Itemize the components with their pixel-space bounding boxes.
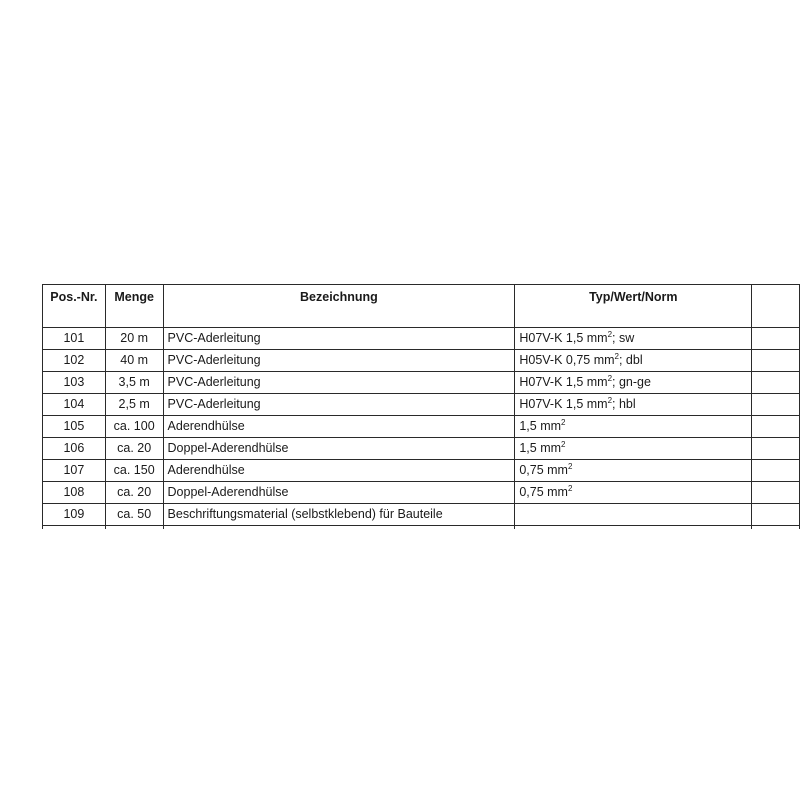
typ-text: H07V-K 1,5 mm <box>519 375 608 389</box>
cell-typ-wert-norm <box>515 438 752 460</box>
cell-menge: ca. 20 <box>105 482 163 504</box>
cell-extra <box>752 460 800 482</box>
cell-pos-nr: 109 <box>43 504 106 526</box>
cell-menge: 20 m <box>105 328 163 350</box>
typ-suffix: ; dbl <box>618 353 643 367</box>
table-row <box>43 394 800 416</box>
cell-typ-wert-norm <box>515 460 752 482</box>
header-menge: Menge <box>105 285 163 328</box>
cell-bezeichnung: PVC-Aderleitung <box>163 350 515 372</box>
cell-typ-wert-norm <box>515 328 752 350</box>
table-row <box>43 438 800 460</box>
cell-pos-nr: 107 <box>43 460 106 482</box>
header-typ-wert-norm: Typ/Wert/Norm <box>515 285 752 328</box>
cell-menge: 3,5 m <box>105 372 163 394</box>
parts-list-clip <box>42 284 800 529</box>
cell-menge <box>105 526 163 530</box>
typ-suffix: ; hbl <box>612 397 636 411</box>
typ-superscript: 2 <box>567 484 573 493</box>
cell-extra <box>752 416 800 438</box>
header-row <box>43 285 800 328</box>
cell-extra <box>752 350 800 372</box>
table-body <box>43 328 800 530</box>
table-row <box>43 350 800 372</box>
cell-bezeichnung <box>163 526 515 530</box>
cell-bezeichnung: Doppel-Aderendhülse <box>163 482 515 504</box>
typ-text: 1,5 mm <box>519 441 562 455</box>
typ-superscript: 2 <box>561 440 566 449</box>
cell-typ-wert-norm <box>515 372 752 394</box>
cell-extra <box>752 394 800 416</box>
cell-extra <box>752 526 800 530</box>
cell-extra <box>752 504 800 526</box>
table-row <box>43 526 800 530</box>
table-row <box>43 504 800 526</box>
typ-superscript: 2 <box>607 374 613 383</box>
cell-menge: 2,5 m <box>105 394 163 416</box>
typ-text: H05V-K 0,75 mm <box>519 353 615 367</box>
cell-menge: ca. 150 <box>105 460 163 482</box>
cell-menge: ca. 50 <box>105 504 163 526</box>
cell-bezeichnung: PVC-Aderleitung <box>163 328 515 350</box>
cell-menge: 40 m <box>105 350 163 372</box>
typ-text: 1,5 mm <box>519 419 562 433</box>
table-row <box>43 482 800 504</box>
typ-text: H07V-K 1,5 mm <box>519 397 608 411</box>
typ-superscript: 2 <box>614 352 619 361</box>
cell-pos-nr <box>43 526 106 530</box>
cell-pos-nr: 108 <box>43 482 106 504</box>
cell-bezeichnung: PVC-Aderleitung <box>163 394 515 416</box>
cell-menge: ca. 100 <box>105 416 163 438</box>
header-extra-column <box>752 285 800 328</box>
cell-bezeichnung: PVC-Aderleitung <box>163 372 515 394</box>
header-pos-nr: Pos.-Nr. <box>43 285 106 328</box>
typ-suffix: ; gn-ge <box>612 375 651 389</box>
cell-menge: ca. 20 <box>105 438 163 460</box>
typ-text: 0,75 mm <box>519 463 568 477</box>
cell-pos-nr: 104 <box>43 394 106 416</box>
cell-bezeichnung: Doppel-Aderendhülse <box>163 438 515 460</box>
typ-superscript: 2 <box>561 418 566 427</box>
cell-bezeichnung: Aderendhülse <box>163 460 515 482</box>
cell-typ-wert-norm <box>515 350 752 372</box>
cell-extra <box>752 482 800 504</box>
cell-typ-wert-norm <box>515 394 752 416</box>
typ-superscript: 2 <box>607 396 613 405</box>
cell-typ-wert-norm <box>515 504 752 526</box>
cell-extra <box>752 372 800 394</box>
cell-bezeichnung: Beschriftungsmaterial (selbstklebend) für Bauteile <box>163 504 515 526</box>
cell-pos-nr: 103 <box>43 372 106 394</box>
cell-pos-nr: 102 <box>43 350 106 372</box>
cell-extra <box>752 438 800 460</box>
table-row <box>43 372 800 394</box>
typ-superscript: 2 <box>567 462 573 471</box>
cell-bezeichnung: Aderendhülse <box>163 416 515 438</box>
typ-superscript: 2 <box>607 330 613 339</box>
typ-suffix: ; sw <box>612 331 635 345</box>
cell-pos-nr: 105 <box>43 416 106 438</box>
table-row <box>43 328 800 350</box>
table-row <box>43 460 800 482</box>
typ-text: H07V-K 1,5 mm <box>519 331 608 345</box>
header-bezeichnung: Bezeichnung <box>163 285 515 328</box>
table-row <box>43 416 800 438</box>
cell-typ-wert-norm <box>515 526 752 530</box>
cell-typ-wert-norm <box>515 482 752 504</box>
cell-typ-wert-norm <box>515 416 752 438</box>
parts-list-table <box>42 284 800 529</box>
typ-text: 0,75 mm <box>519 485 568 499</box>
cell-pos-nr: 101 <box>43 328 106 350</box>
table-header <box>43 285 800 328</box>
cell-extra <box>752 328 800 350</box>
cell-pos-nr: 106 <box>43 438 106 460</box>
